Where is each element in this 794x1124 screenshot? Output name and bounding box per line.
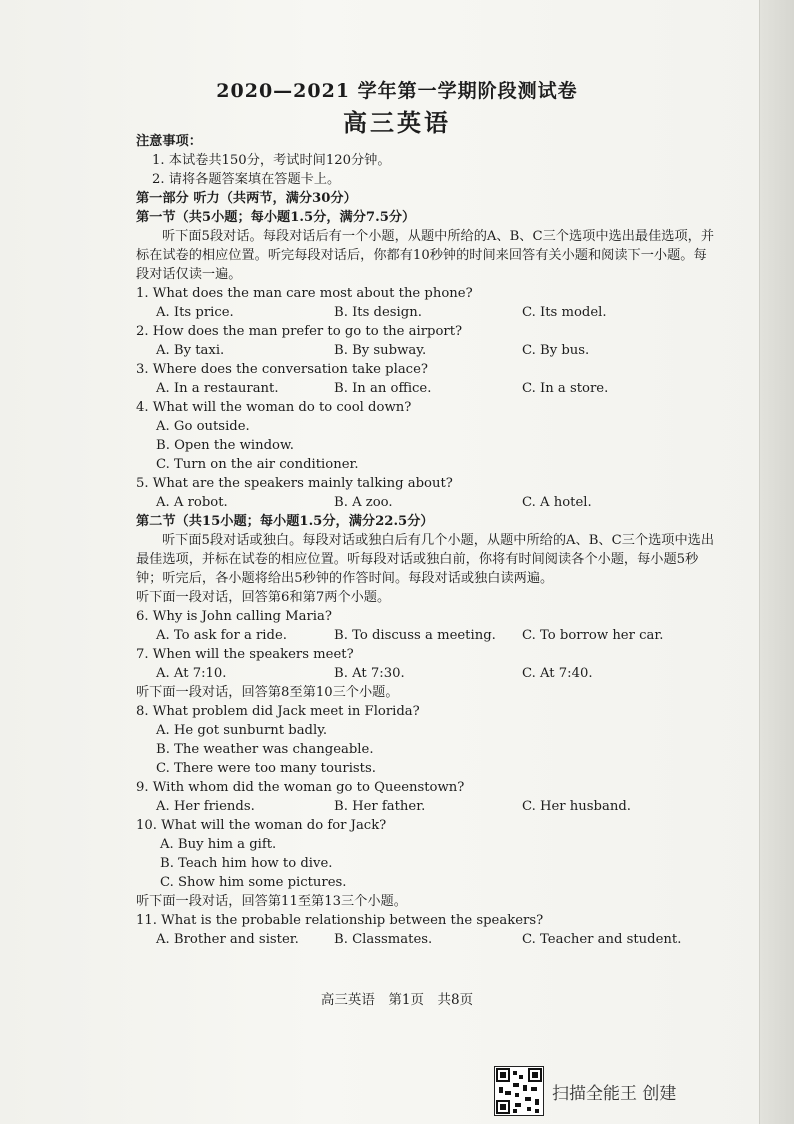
option-c: C. In a store. xyxy=(522,381,609,396)
option-b: B. At 7:30. xyxy=(334,666,405,681)
option-b: B. A zoo. xyxy=(334,495,393,510)
question-stem: 2. How does the man prefer to go to the airport? xyxy=(136,324,463,339)
page-footer: 高三英语 第1页 共8页 xyxy=(320,992,474,1008)
option-b: B. The weather was changeable. xyxy=(156,742,374,757)
question-options xyxy=(136,930,716,949)
option-c: C. Its model. xyxy=(522,305,607,320)
option-c: C. A hotel. xyxy=(522,495,592,510)
option-a: A. At 7:10. xyxy=(156,666,227,681)
page-edge-shadow xyxy=(759,0,794,1124)
dialogue-lead: 听下面一段对话，回答第6和第7两个小题。 xyxy=(136,590,391,605)
option-a: A. He got sunburnt badly. xyxy=(156,723,328,738)
question-stem: 4. What will the woman do to cool down? xyxy=(136,400,412,415)
option-a: A. In a restaurant. xyxy=(156,381,279,396)
section2-heading: 第二节（共15小题；每小题1.5分，满分22.5分） xyxy=(136,514,434,529)
option-c: C. Turn on the air conditioner. xyxy=(156,457,359,472)
option-a: A. Her friends. xyxy=(156,799,255,814)
question-options xyxy=(136,303,716,322)
question-options xyxy=(136,379,716,398)
question-stem: 11. What is the probable relationship between the speakers? xyxy=(136,913,544,928)
question-stem: 5. What are the speakers mainly talking about? xyxy=(136,476,453,491)
section1-heading: 第一节（共5小题；每小题1.5分，满分7.5分） xyxy=(136,210,416,225)
question-stem: 3. Where does the conversation take place? xyxy=(136,362,428,377)
option-c: C. Her husband. xyxy=(522,799,631,814)
option-a: A. To ask for a ride. xyxy=(156,628,287,643)
watermark-text: 扫描全能王 创建 xyxy=(552,1083,677,1104)
question-options xyxy=(136,797,716,816)
question-options xyxy=(136,626,716,645)
option-b: B. Open the window. xyxy=(156,438,294,453)
dialogue-lead: 听下面一段对话，回答第8至第10三个小题。 xyxy=(136,685,399,700)
question-stem: 6. Why is John calling Maria? xyxy=(136,609,332,624)
question-stem: 7. When will the speakers meet? xyxy=(136,647,354,662)
exam-title: 2020—2021 学年第一学期阶段测试卷 xyxy=(216,80,578,102)
option-a: A. Its price. xyxy=(156,305,234,320)
option-a: A. Go outside. xyxy=(156,419,250,434)
question-options xyxy=(136,493,716,512)
option-c: C. Show him some pictures. xyxy=(160,875,347,890)
exam-content xyxy=(136,132,716,949)
option-b: B. In an office. xyxy=(334,381,432,396)
question-stem: 9. With whom did the woman go to Queenstown? xyxy=(136,780,465,795)
notes-item: 2. 请将各题答案填在答题卡上。 xyxy=(152,172,341,187)
option-a: A. Buy him a gift. xyxy=(160,837,277,852)
notes-item: 1. 本试卷共150分，考试时间120分钟。 xyxy=(152,153,391,168)
section2-instructions: 听下面5段对话或独白。每段对话或独白后有几个小题，从题中所给的A、B、C三个选项中选出最佳选项，并标在试卷的相应位置。听每段对话或独白前，你将有时间阅读各个小题，每小题5秒钟；听完后，各小题将给出5秒钟的作答时间。每段对话或独白读两遍。 xyxy=(136,533,715,586)
question-stem: 8. What problem did Jack meet in Florida? xyxy=(136,704,420,719)
subject-title: 高三英语 xyxy=(343,108,451,137)
option-b: B. Her father. xyxy=(334,799,426,814)
option-a: A. A robot. xyxy=(156,495,228,510)
question-stem: 1. What does the man care most about the phone? xyxy=(136,286,473,301)
section1-instructions: 听下面5段对话。每段对话后有一个小题，从题中所给的A、B、C三个选项中选出最佳选项，并标在试卷的相应位置。听完每段对话后，你都有10秒钟的时间来回答有关小题和阅读下一小题。每段对话仅读一遍。 xyxy=(136,229,715,282)
option-b: B. Its design. xyxy=(334,305,422,320)
scanner-watermark xyxy=(494,1066,676,1116)
question-stem: 10. What will the woman do for Jack? xyxy=(136,818,387,833)
option-a: A. Brother and sister. xyxy=(156,932,299,947)
qr-code-icon xyxy=(494,1066,544,1116)
option-b: B. Teach him how to dive. xyxy=(160,856,333,871)
option-c: C. At 7:40. xyxy=(522,666,593,681)
part1-heading: 第一部分 听力（共两节，满分30分） xyxy=(136,191,357,206)
dialogue-lead: 听下面一段对话，回答第11至第13三个小题。 xyxy=(136,894,407,909)
question-options xyxy=(136,341,716,360)
option-c: C. To borrow her car. xyxy=(522,628,664,643)
option-b: B. By subway. xyxy=(334,343,427,358)
option-a: A. By taxi. xyxy=(156,343,225,358)
option-c: C. There were too many tourists. xyxy=(156,761,376,776)
option-b: B. To discuss a meeting. xyxy=(334,628,496,643)
question-options xyxy=(136,664,716,683)
option-c: C. By bus. xyxy=(522,343,590,358)
option-b: B. Classmates. xyxy=(334,932,433,947)
option-c: C. Teacher and student. xyxy=(522,932,682,947)
notes-heading: 注意事项： xyxy=(136,134,202,149)
